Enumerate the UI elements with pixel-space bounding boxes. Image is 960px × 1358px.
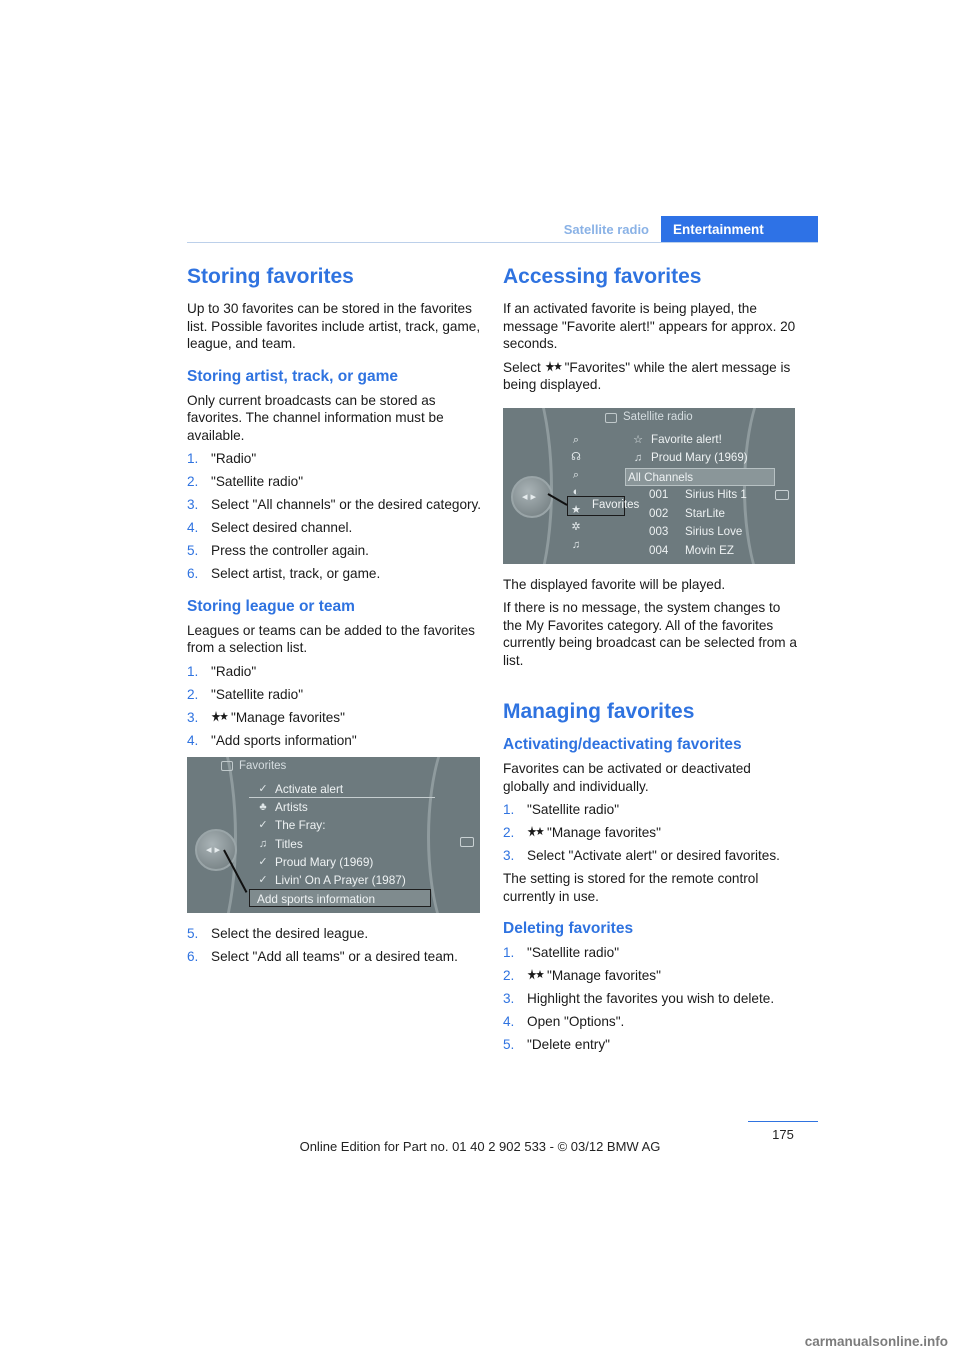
right-column xyxy=(503,262,799,1059)
favorites-title-icon xyxy=(221,761,233,771)
storing-league-heading: Storing league or team xyxy=(187,597,355,615)
accessing-favorites-heading: Accessing favorites xyxy=(503,265,702,288)
managing-favorites-heading: Managing favorites xyxy=(503,700,695,723)
list-item: 4. Open "Options". xyxy=(503,1014,625,1029)
page-number: 175 xyxy=(772,1127,794,1142)
list-item: 2. "Manage favorites" xyxy=(503,968,661,983)
favorites-menu-list xyxy=(249,780,435,907)
menu-row: ♫ Proud Mary (1969) xyxy=(627,449,775,468)
storing-league-text: Leagues or teams can be added to the favorites from a selection list. xyxy=(187,622,475,655)
favorites-tooltip: Favorites xyxy=(567,496,625,516)
accessing-p3: The displayed favorite will be played. xyxy=(503,576,726,592)
list-item: 1. "Radio" xyxy=(187,451,257,466)
favorites-star-icon xyxy=(527,825,545,839)
accessing-p1: If an activated favorite is being played, the message "Favorite alert!" appears for approx. 20 seconds. xyxy=(503,301,796,351)
menu-row: ✓ Activate alert xyxy=(249,780,435,798)
header-rule xyxy=(187,242,818,243)
music-icon: ♫ xyxy=(633,452,643,464)
footer-edition-note: Online Edition for Part no. 01 40 2 902 533 - © 03/12 BMW AG xyxy=(299,1139,661,1154)
search-icon: ⌕ xyxy=(572,468,580,481)
menu-row: ♣ Artists xyxy=(259,800,308,815)
satellite-radio-screenshot xyxy=(503,408,795,564)
list-item: 3. "Manage favorites" xyxy=(187,709,345,725)
favorites-star-icon xyxy=(211,710,229,724)
storing-artist-text: Only current broadcasts can be stored as favorites. The channel information must be available. xyxy=(187,392,444,443)
star-icon: ☆ xyxy=(633,433,643,446)
storing-artist-heading: Storing artist, track, or game xyxy=(187,367,399,385)
radio-title-icon xyxy=(605,413,617,423)
activating-steps xyxy=(503,801,799,865)
storing-league-steps-continued xyxy=(187,925,483,966)
list-item: 5. Select the desired league. xyxy=(187,926,369,941)
list-item: 2. "Manage favorites" xyxy=(503,825,661,840)
list-item: 3. Select "Activate alert" or desired favorites. xyxy=(503,848,780,863)
list-item: 3. Highlight the favorites you wish to delete. xyxy=(503,991,775,1006)
menu-row: ♫ Titles xyxy=(258,836,303,851)
menu-row-selected: Add sports information xyxy=(249,889,431,907)
list-item: 6. Select artist, track, or game. xyxy=(187,566,381,581)
list-item: 1. "Radio" xyxy=(187,663,257,679)
list-item: 5. "Delete entry" xyxy=(503,1037,610,1052)
favorites-star-icon xyxy=(527,968,545,982)
menu-row: ☆ Favorite alert! xyxy=(627,431,775,450)
search-icon: ⌕ xyxy=(572,433,580,446)
channel-row: 001 Sirius Hits 1 xyxy=(649,488,747,501)
side-icon-column xyxy=(565,432,587,555)
page-number-rule xyxy=(748,1121,818,1122)
storing-intro: Up to 30 favorites can be stored in the favorites list. Possible favorites include artist, track, game, league, and team. xyxy=(187,301,481,351)
headphones-icon: ☊ xyxy=(571,451,581,463)
activating-after: The setting is stored for the remote control currently in use. xyxy=(503,871,759,904)
list-item: 1. "Satellite radio" xyxy=(503,802,620,817)
sparkle-icon: ✲ xyxy=(571,521,581,533)
option-button-icon xyxy=(775,490,789,500)
menu-row: ✓ Proud Mary (1969) xyxy=(258,854,374,869)
controller-knob-icon: ◂▸ xyxy=(195,829,237,871)
storing-artist-steps xyxy=(187,450,483,583)
list-item: 4. Select desired channel. xyxy=(187,520,353,535)
channel-icon: ◐ xyxy=(572,486,580,498)
list-item: 2. "Satellite radio" xyxy=(187,474,304,489)
list-item: 3. Select "All channels" or the desired category. xyxy=(187,497,482,512)
site-watermark: carmanualsonline.info xyxy=(804,1334,948,1349)
list-item: 5. Press the controller again. xyxy=(187,543,369,558)
menu-row: ✓ The Fray: xyxy=(258,818,326,833)
left-column xyxy=(187,262,483,971)
controller-knob-icon: ◂▸ xyxy=(511,476,553,518)
list-item: 2. "Satellite radio" xyxy=(187,686,304,702)
category-band: All Channels xyxy=(625,468,775,487)
deleting-heading: Deleting favorites xyxy=(503,920,634,937)
storing-favorites-heading: Storing favorites xyxy=(187,265,354,288)
activating-text: Favorites can be activated or deactivated globally and individually. xyxy=(503,761,751,794)
deleting-steps xyxy=(503,944,799,1054)
screen-title: Favorites xyxy=(239,760,287,772)
option-button-icon xyxy=(460,837,474,847)
channel-row: 004 Movin EZ xyxy=(649,543,734,557)
accessing-p4: If there is no message, the system changes to the My Favorites category. All of the favorites currently being broadcast can be selected from a list. xyxy=(503,600,797,668)
channel-list xyxy=(627,431,775,561)
screen-title: Satellite radio xyxy=(623,410,693,423)
running-header-chapter: Entertainment xyxy=(661,216,818,243)
list-item: 1. "Satellite radio" xyxy=(503,945,620,960)
favorites-menu-screenshot xyxy=(187,757,480,913)
favorites-star-icon xyxy=(545,360,563,374)
favorites-icon: ★ xyxy=(571,503,581,516)
list-item: 4. "Add sports information" xyxy=(187,732,357,748)
channel-row: 002 StarLite xyxy=(649,506,725,520)
storing-league-steps xyxy=(187,663,483,750)
accessing-p2: Select "Favorites" while the alert message is being displayed. xyxy=(503,359,791,392)
menu-row: ✓ Livin' On A Prayer (1987) xyxy=(258,872,406,887)
list-item: 6. Select "Add all teams" or a desired team. xyxy=(187,949,458,964)
activating-heading: Activating/deactivating favorites xyxy=(503,736,742,753)
music-icon: ♫ xyxy=(571,538,581,551)
channel-row: 003 Sirius Love xyxy=(649,525,743,538)
running-header-section: Satellite radio xyxy=(563,222,649,237)
